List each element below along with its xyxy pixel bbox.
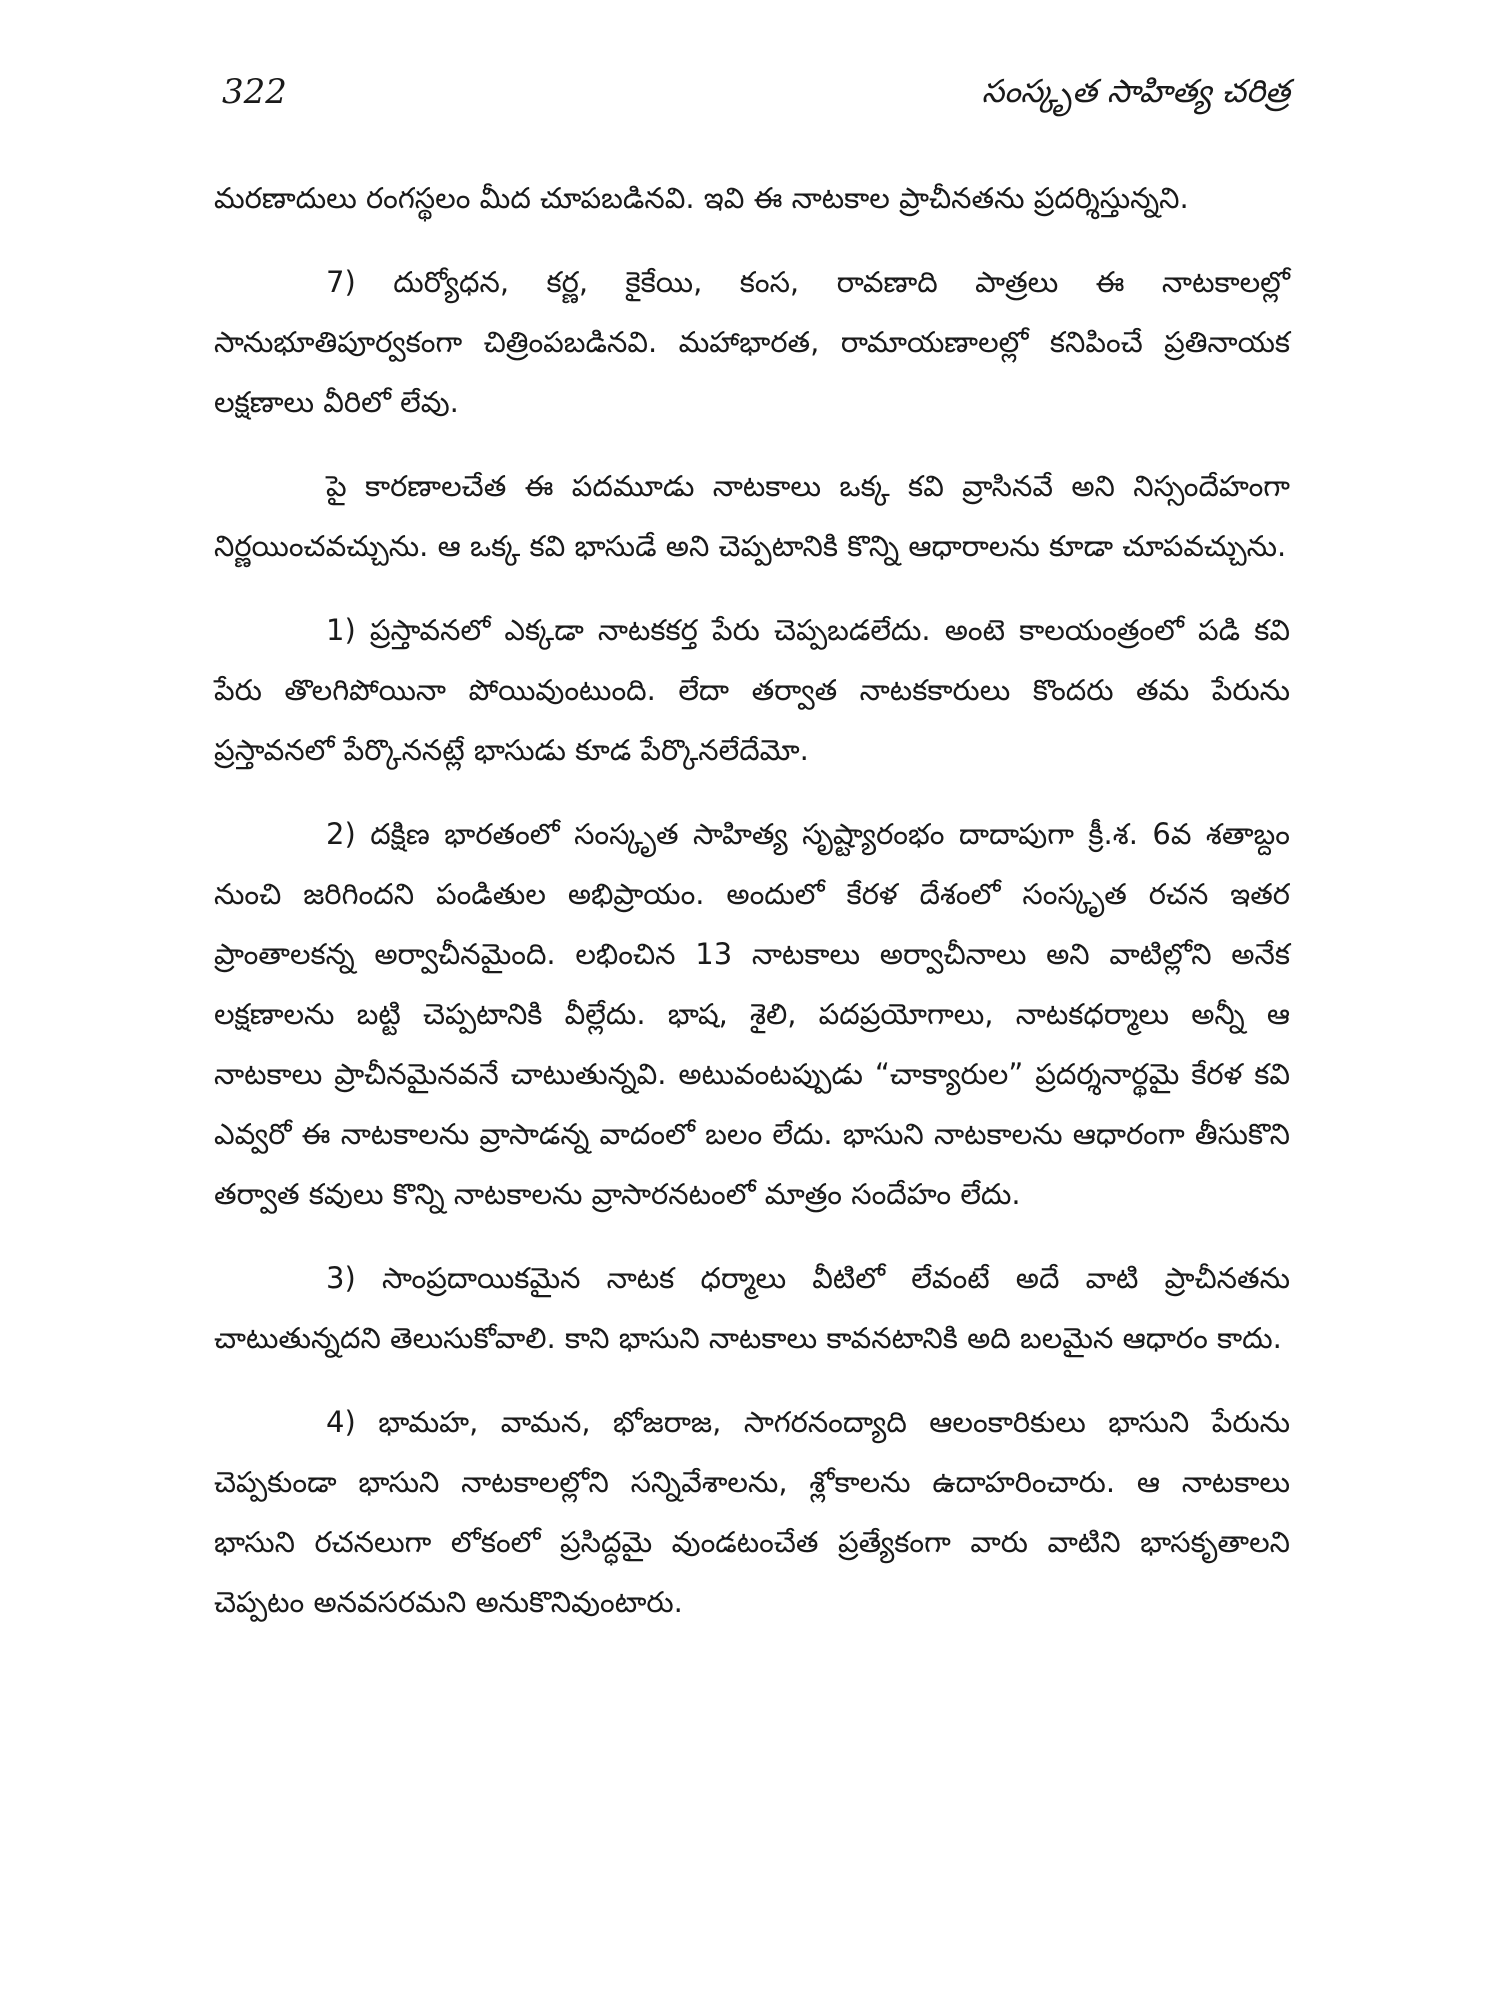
paragraph-conclusion: పై కారణాలచేత ఈ పదమూడు నాటకాలు ఒక్క కవి వ్రాసినవే అని నిస్సందేహంగా నిర్ణయించవచ్చును. ఆ ఒక్క కవి భాసుడే అని చెప్పటానికి కొన్ని ఆధారాలను కూడా చూపవచ్చును. (214, 469, 1290, 563)
paragraph-continuation: మరణాదులు రంగస్థలం మీద చూపబడినవి. ఇవి ఈ నాటకాల ప్రాచీనతను ప్రదర్శిస్తున్నని. (214, 181, 1189, 215)
page-header (222, 72, 1290, 122)
page-number: 322 (222, 72, 287, 112)
body-text (214, 168, 1290, 1656)
paragraph-point-1: 1) ప్రస్తావనలో ఎక్కడా నాటకకర్త పేరు చెప్పబడలేదు. అంటె కాలయంత్రంలో పడి కవి పేరు తొలగిపోయినా పోయివుంటుంది. లేదా తర్వాత నాటకకారులు కొందరు తమ పేరును ప్రస్తావనలో పేర్కొననట్లే భాసుడు కూడ పేర్కొనలేదేమో. (214, 613, 1290, 767)
paragraph-point-3: 3) సాంప్రదాయికమైన నాటక ధర్మాలు వీటిలో లేవంటే అదే వాటి ప్రాచీనతను చాటుతున్నదని తెలుసుకోవాలి. కాని భాసుని నాటకాలు కావనటానికి అది బలమైన ఆధారం కాదు. (214, 1261, 1290, 1355)
running-title: సంస్కృత సాహిత్య చరిత్ర (981, 72, 1290, 110)
paragraph-point-7: 7) దుర్యోధన, కర్ణ, కైకేయి, కంస, రావణాది పాత్రలు ఈ నాటకాలల్లో సానుభూతిపూర్వకంగా చిత్రింపబడినవి. మహాభారత, రామాయణాలల్లో కనిపించే ప్రతినాయక లక్షణాలు వీరిలో లేవు. (214, 265, 1290, 419)
paragraph-point-2: 2) దక్షిణ భారతంలో సంస్కృత సాహిత్య సృష్ట్యారంభం దాదాపుగా క్రీ.శ. 6వ శతాబ్దం నుంచి జరిగిందని పండితుల అభిప్రాయం. అందులో కేరళ దేశంలో సంస్కృత రచన ఇతర ప్రాంతాలకన్న అర్వాచీనమైంది. లభించిన 13 నాటకాలు అర్వాచీనాలు అని వాటిల్లోని అనేక లక్షణాలను బట్టి చెప్పటానికి వీల్లేదు. భాష, శైలి, పదప్రయోగాలు, నాటకధర్మాలు అన్నీ ఆ నాటకాలు ప్రాచీనమైనవనే చాటుతున్నవి. అటువంటప్పుడు “చాక్యారుల” ప్రదర్శనార్థమై కేరళ కవి ఎవ్వరో ఈ నాటకాలను వ్రాసాడన్న వాదంలో బలం లేదు. భాసుని నాటకాలను ఆధారంగా తీసుకొని తర్వాత కవులు కొన్ని నాటకాలను వ్రాసారనటంలో మాత్రం సందేహం లేదు. (214, 817, 1290, 1211)
paragraph-point-4: 4) భామహ, వామన, భోజరాజ, సాగరనంద్యాది ఆలంకారికులు భాసుని పేరును చెప్పకుండా భాసుని నాటకాలల్లోని సన్నివేశాలను, శ్లోకాలను ఉదాహరించారు. ఆ నాటకాలు భాసుని రచనలుగా లోకంలో ప్రసిద్ధమై వుండటంచేత ప్రత్యేకంగా వారు వాటిని భాసకృతాలని చెప్పటం అనవసరమని అనుకొనివుంటారు. (214, 1405, 1290, 1619)
